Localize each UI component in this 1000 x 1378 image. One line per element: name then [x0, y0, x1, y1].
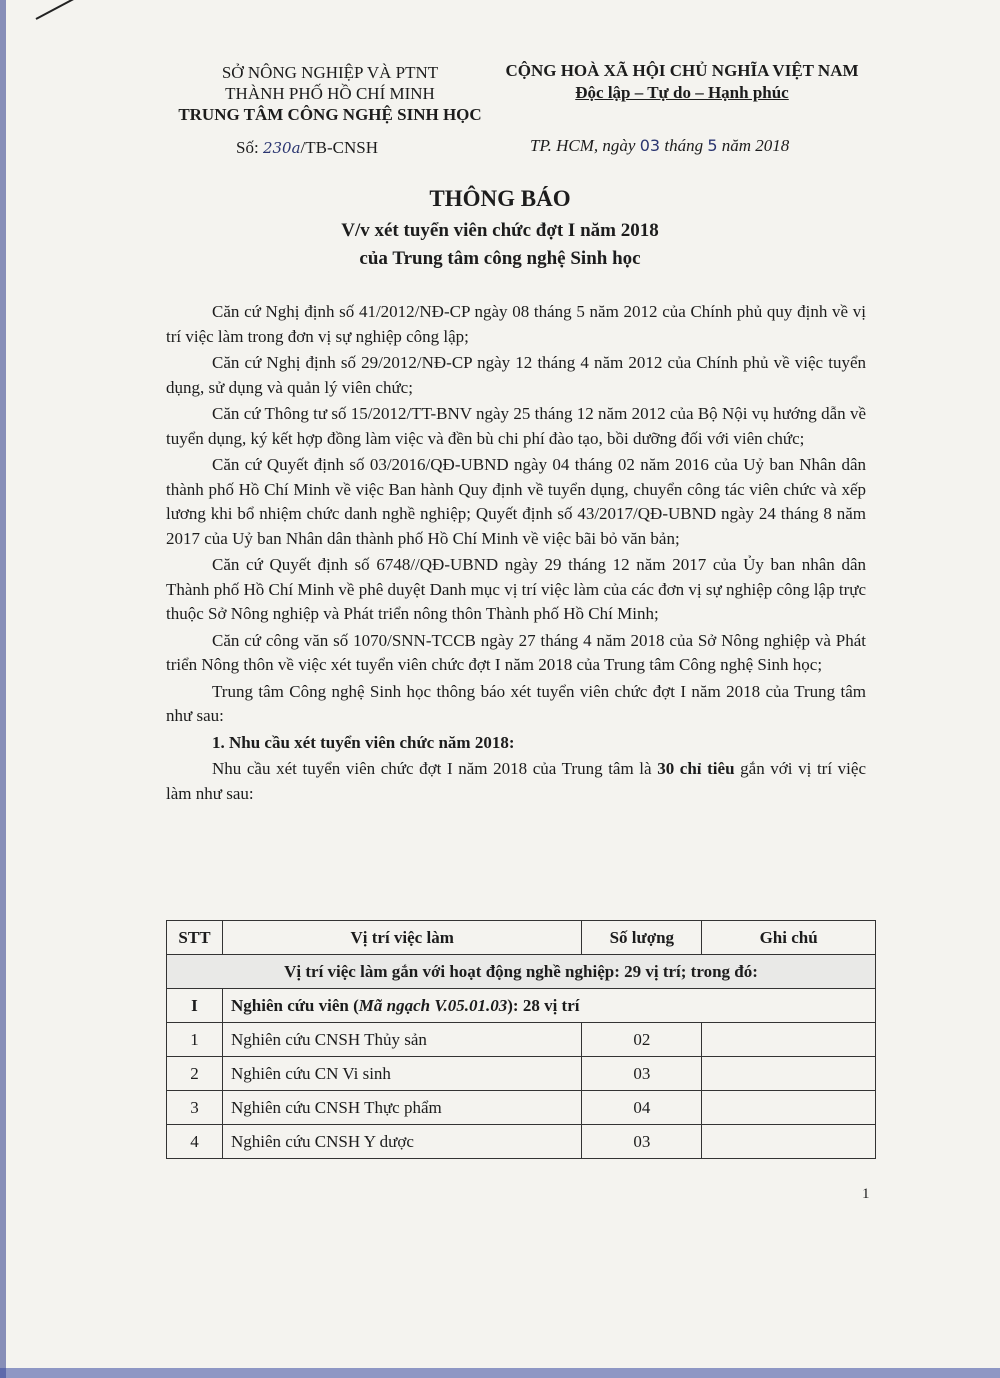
doc-subtitle-2: của Trung tâm công nghệ Sinh học	[359, 248, 641, 269]
national-header	[462, 60, 902, 104]
paragraph: Trung tâm Công nghệ Sinh học thông báo xét tuyển viên chức đợt I năm 2018 của Trung tâm như sau:	[166, 681, 866, 725]
paragraph: Căn cứ Nghị định số 41/2012/NĐ-CP ngày 08 tháng 5 năm 2012 của Chính phủ quy định về vị trí việc làm trong đơn vị sự nghiệp công lập;	[166, 302, 866, 346]
row-note	[702, 1125, 876, 1159]
row-stt: 3	[167, 1091, 223, 1125]
paragraph: Căn cứ Quyết định số 6748//QĐ-UBND ngày 29 tháng 12 năm 2017 của Ủy ban nhân dân Thành phố Hồ Chí Minh về phê duyệt Danh mục vị trí việc làm của các đơn vị sự nghiệp công lập trực thuộc Sở Nông nghiệp và Phát triển nông thôn Thành phố Hồ Chí Minh;	[166, 555, 866, 623]
document-number	[236, 138, 378, 158]
date-month-label: tháng	[664, 136, 704, 155]
subgroup-label: Nghiên cứu viên (	[230, 995, 359, 1015]
subgroup-count: ): 28 vị trí	[507, 995, 580, 1015]
row-stt: 1	[167, 1023, 223, 1057]
docno-prefix: Số:	[236, 138, 259, 157]
table-row	[167, 1091, 876, 1125]
group-row-text: Vị trí việc làm gắn với hoạt động nghề nghiệp: 29 vị trí; trong đó:	[167, 955, 876, 989]
paragraph: Căn cứ công văn số 1070/SNN-TCCB ngày 27 tháng 4 năm 2018 của Sở Nông nghiệp và Phát triển Nông thôn về việc xét tuyển viên chức đợt I năm 2018 của Trung tâm Công nghệ Sinh học;	[166, 630, 866, 674]
row-note	[702, 1023, 876, 1057]
ministry-line1: SỞ NÔNG NGHIỆP VÀ PTNT	[221, 63, 439, 82]
page-number: 1	[862, 1186, 870, 1202]
doc-title: THÔNG BÁO	[429, 186, 571, 211]
country-name: CỘNG HOÀ XÃ HỘI CHỦ NGHĨA VIỆT NAM	[505, 61, 859, 80]
national-motto: Độc lập – Tự do – Hạnh phúc	[575, 83, 789, 102]
col-header-stt: STT	[167, 921, 223, 955]
date-day: 03	[639, 136, 661, 155]
row-position: Nghiên cứu CNSH Thực phẩm	[222, 1091, 581, 1125]
row-position: Nghiên cứu CN Vi sinh	[222, 1057, 581, 1091]
row-qty: 03	[582, 1125, 702, 1159]
col-header-qty: Số lượng	[582, 921, 702, 955]
subgroup-title	[222, 989, 875, 1023]
docno-suffix: /TB-CNSH	[300, 138, 378, 157]
row-stt: 4	[167, 1125, 223, 1159]
issue-date	[530, 136, 789, 156]
paragraph: Căn cứ Quyết định số 03/2016/QĐ-UBND ngày 04 tháng 02 năm 2016 của Uỷ ban Nhân dân thành phố Hồ Chí Minh về việc Ban hành Quy định về tuyển dụng, chuyển công tác viên chức và xếp lương khi bổ nhiệm chức danh nghề nghiệp; Quyết định số 43/2017/QĐ-UBND ngày 24 tháng 8 năm 2017 của Uỷ ban Nhân dân thành phố Hồ Chí Minh về việc bãi bỏ văn bản;	[166, 455, 866, 548]
paragraph: Căn cứ Nghị định số 29/2012/NĐ-CP ngày 12 tháng 4 năm 2012 của Chính phủ về việc tuyển dụng, sử dụng và quản lý viên chức;	[166, 353, 866, 397]
positions-table	[166, 920, 876, 1159]
subgroup-stt: I	[167, 989, 223, 1023]
ministry-line2: THÀNH PHỐ HỒ CHÍ MINH	[225, 84, 435, 103]
subgroup-row	[167, 989, 876, 1023]
row-position: Nghiên cứu CNSH Thủy sản	[222, 1023, 581, 1057]
row-note	[702, 1057, 876, 1091]
issuer-header	[150, 62, 510, 125]
body-text	[166, 300, 866, 808]
row-qty: 02	[582, 1023, 702, 1057]
intro-text: Nhu cầu xét tuyển viên chức đợt I năm 2018 của Trung tâm là	[212, 759, 658, 778]
org-name: TRUNG TÂM CÔNG NGHỆ SINH HỌC	[178, 105, 482, 124]
scan-edge-bottom	[0, 1368, 1000, 1378]
group-row	[167, 955, 876, 989]
row-note	[702, 1091, 876, 1125]
row-position: Nghiên cứu CNSH Y dược	[222, 1125, 581, 1159]
table-row	[167, 1125, 876, 1159]
table-header-row	[167, 921, 876, 955]
row-qty: 03	[582, 1057, 702, 1091]
date-place: TP. HCM, ngày	[530, 136, 636, 155]
date-year: năm 2018	[721, 136, 790, 155]
row-stt: 2	[167, 1057, 223, 1091]
table-row	[167, 1023, 876, 1057]
paragraph: Căn cứ Thông tư số 15/2012/TT-BNV ngày 25 tháng 12 năm 2012 của Bộ Nội vụ hướng dẫn về tuyển dụng, ký kết hợp đồng làm việc và đền bù chi phí đào tạo, bồi dưỡng đối với viên chức;	[166, 404, 866, 448]
intro-text-end: gắn với vị trí việc làm như sau:	[166, 759, 866, 803]
row-qty: 04	[582, 1091, 702, 1125]
col-header-position: Vị trí việc làm	[222, 921, 581, 955]
docno-handwritten: 230a	[262, 139, 301, 157]
pen-mark	[36, 0, 76, 20]
intro-quota: 30 chỉ tiêu	[657, 759, 735, 778]
subgroup-code: Mã ngạch V.05.01.03	[358, 995, 508, 1015]
section-intro	[166, 757, 866, 806]
date-month: 5	[707, 136, 718, 155]
table-row	[167, 1057, 876, 1091]
section-heading: 1. Nhu cầu xét tuyển viên chức năm 2018:	[212, 732, 515, 752]
col-header-note: Ghi chú	[702, 921, 876, 955]
doc-subtitle-1: V/v xét tuyển viên chức đợt I năm 2018	[341, 220, 659, 241]
